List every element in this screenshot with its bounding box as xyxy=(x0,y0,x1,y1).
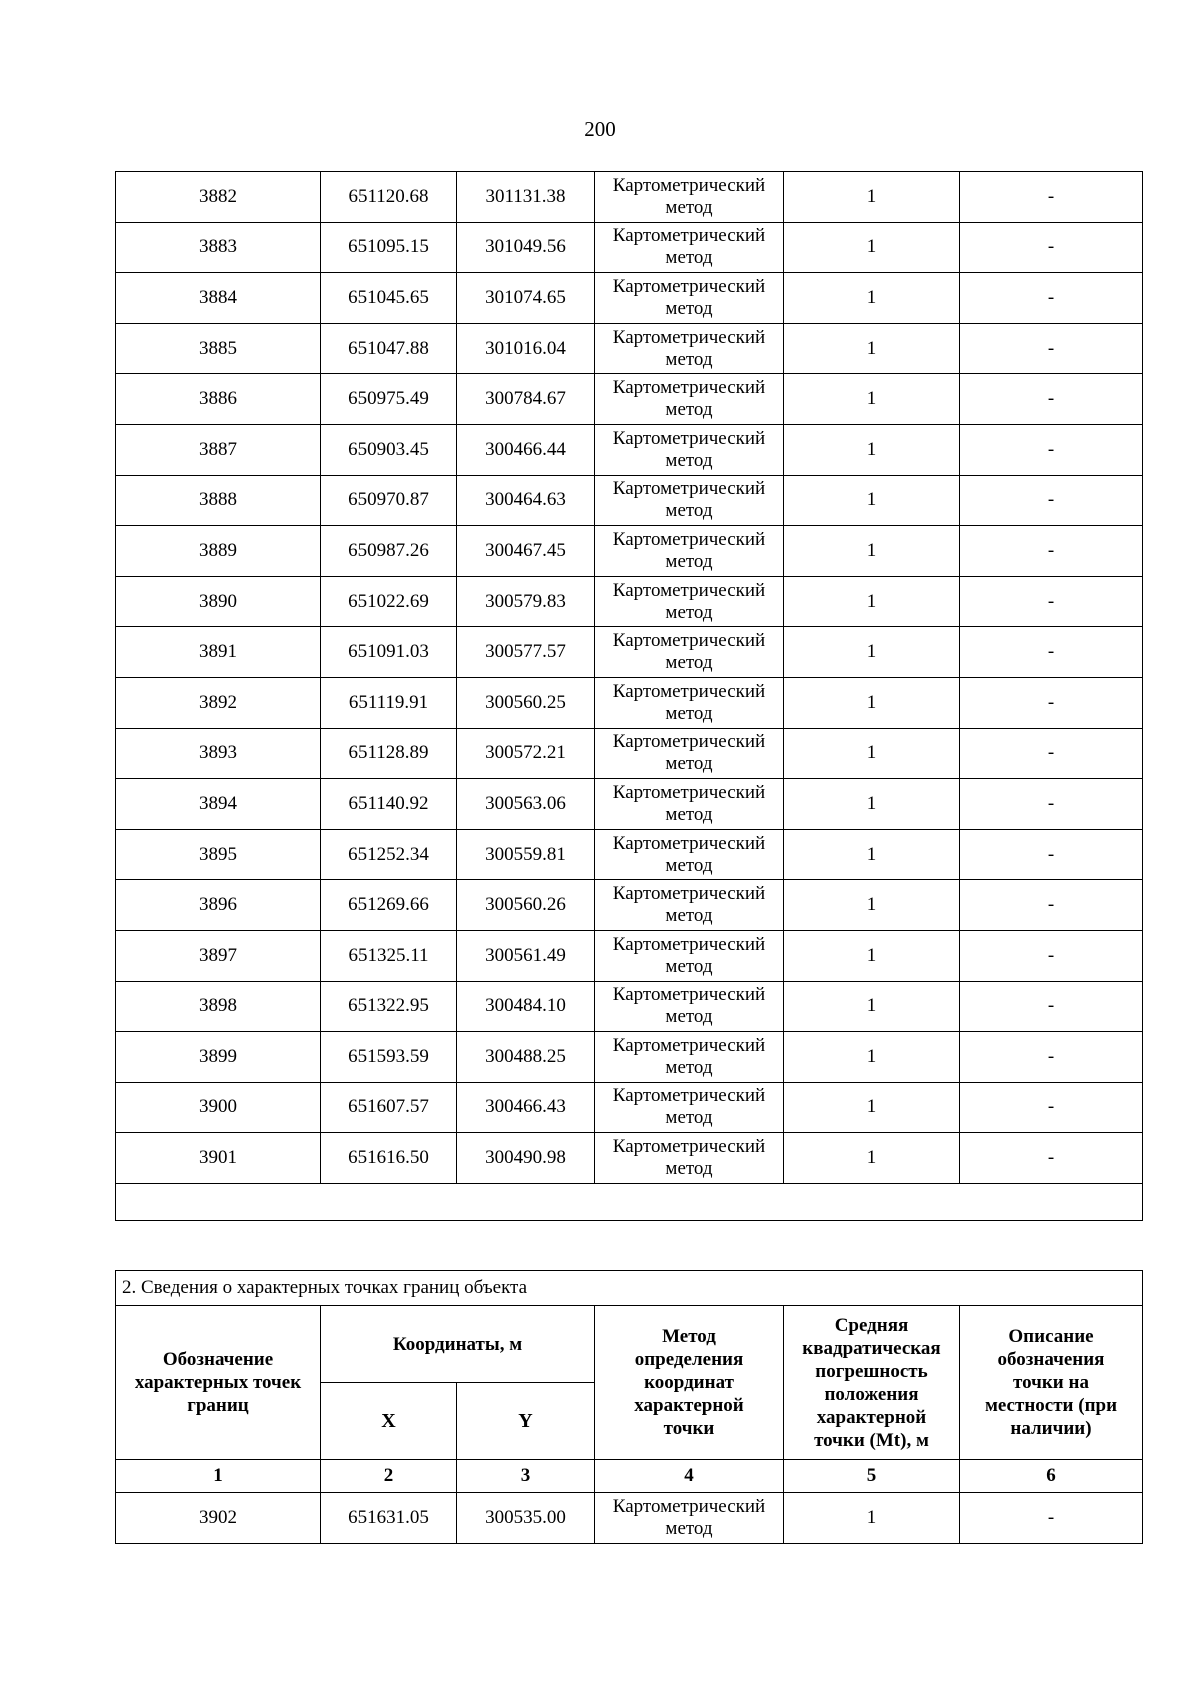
description: - xyxy=(960,1133,1143,1184)
method-line: Картометрический xyxy=(612,174,766,196)
method-line: Картометрический xyxy=(612,225,766,247)
table-row xyxy=(116,1032,1143,1083)
coord-x: 651120.68 xyxy=(321,172,457,223)
description: - xyxy=(960,627,1143,678)
mt-value: 1 xyxy=(784,475,960,526)
coord-x: 651022.69 xyxy=(321,576,457,627)
table-row xyxy=(116,526,1143,577)
mt-value: 1 xyxy=(784,222,960,273)
coord-x: 651095.15 xyxy=(321,222,457,273)
coord-y: 300466.44 xyxy=(457,424,595,475)
table-row xyxy=(116,627,1143,678)
description: - xyxy=(960,374,1143,425)
method-line: Картометрический xyxy=(612,1136,766,1158)
coord-x: 651252.34 xyxy=(321,829,457,880)
mt-value: 1 xyxy=(784,1032,960,1083)
method-line: Картометрический xyxy=(612,680,766,702)
coord-x: 651047.88 xyxy=(321,323,457,374)
method-cell xyxy=(595,981,784,1032)
header-method-line: Метод xyxy=(662,1326,716,1347)
method-line: метод xyxy=(665,297,713,319)
coord-y: 300784.67 xyxy=(457,374,595,425)
column-numbers-row xyxy=(116,1460,1143,1493)
description: - xyxy=(960,981,1143,1032)
header-desc-line: Описание xyxy=(1008,1326,1094,1347)
header-mt-line: положения xyxy=(824,1383,919,1405)
description: - xyxy=(960,1493,1143,1544)
description: - xyxy=(960,273,1143,324)
method-line: метод xyxy=(665,348,713,370)
mt-value: 1 xyxy=(784,526,960,577)
method-line: Картометрический xyxy=(612,984,766,1006)
coord-y: 300563.06 xyxy=(457,779,595,830)
mt-value: 1 xyxy=(784,424,960,475)
header-row xyxy=(116,1306,1143,1383)
coord-y: 301074.65 xyxy=(457,273,595,324)
header-method-line: определения xyxy=(634,1349,744,1370)
coord-y: 300559.81 xyxy=(457,829,595,880)
coord-y: 301049.56 xyxy=(457,222,595,273)
mt-value: 1 xyxy=(784,880,960,931)
point-id: 3889 xyxy=(116,526,321,577)
section-title: 2. Сведения о характерных точках границ объекта xyxy=(116,1271,1143,1306)
point-id: 3894 xyxy=(116,779,321,830)
method-cell xyxy=(595,779,784,830)
method-cell xyxy=(595,172,784,223)
method-line: метод xyxy=(665,500,713,522)
method-line: метод xyxy=(665,1158,713,1180)
table-row xyxy=(116,1082,1143,1133)
coord-y: 300561.49 xyxy=(457,930,595,981)
method-line: метод xyxy=(665,854,713,876)
mt-value: 1 xyxy=(784,1133,960,1184)
description: - xyxy=(960,424,1143,475)
method-line: метод xyxy=(665,652,713,674)
description: - xyxy=(960,222,1143,273)
method-line: Картометрический xyxy=(612,478,766,500)
method-cell xyxy=(595,829,784,880)
method-line: метод xyxy=(665,803,713,825)
coord-x: 651593.59 xyxy=(321,1032,457,1083)
header-method-line: характерной xyxy=(634,1395,744,1416)
column-number: 4 xyxy=(595,1460,784,1493)
coord-y: 300464.63 xyxy=(457,475,595,526)
method-line: Картометрический xyxy=(612,377,766,399)
table-row xyxy=(116,323,1143,374)
coord-y: 300490.98 xyxy=(457,1133,595,1184)
coord-y: 300560.25 xyxy=(457,677,595,728)
header-mt-line: характерной xyxy=(816,1406,927,1428)
method-cell xyxy=(595,1082,784,1133)
point-id: 3901 xyxy=(116,1133,321,1184)
mt-value: 1 xyxy=(784,728,960,779)
method-line: метод xyxy=(665,399,713,421)
point-id: 3885 xyxy=(116,323,321,374)
column-number: 3 xyxy=(457,1460,595,1493)
section-title-row xyxy=(116,1271,1143,1306)
coord-x: 650903.45 xyxy=(321,424,457,475)
column-number: 2 xyxy=(321,1460,457,1493)
method-cell xyxy=(595,424,784,475)
header-description xyxy=(960,1306,1143,1460)
mt-value: 1 xyxy=(784,677,960,728)
description: - xyxy=(960,526,1143,577)
table-row xyxy=(116,779,1143,830)
column-number: 6 xyxy=(960,1460,1143,1493)
empty-row xyxy=(116,1183,1143,1220)
mt-value: 1 xyxy=(784,930,960,981)
page-number: 200 xyxy=(584,117,616,141)
method-line: Картометрический xyxy=(612,883,766,905)
coord-y: 300484.10 xyxy=(457,981,595,1032)
point-id: 3883 xyxy=(116,222,321,273)
coord-y: 300560.26 xyxy=(457,880,595,931)
table-row xyxy=(116,829,1143,880)
method-line: метод xyxy=(665,449,713,471)
method-line: Картометрический xyxy=(612,1034,766,1056)
method-cell xyxy=(595,222,784,273)
table-row xyxy=(116,677,1143,728)
method-line: Картометрический xyxy=(612,326,766,348)
method-line: Картометрический xyxy=(612,1496,766,1517)
coord-y: 301131.38 xyxy=(457,172,595,223)
point-id: 3893 xyxy=(116,728,321,779)
header-point xyxy=(116,1306,321,1460)
mt-value: 1 xyxy=(784,374,960,425)
method-cell xyxy=(595,475,784,526)
point-id: 3897 xyxy=(116,930,321,981)
method-line: метод xyxy=(665,753,713,775)
coord-x: 651631.05 xyxy=(321,1493,457,1544)
description: - xyxy=(960,728,1143,779)
header-method-line: координат xyxy=(644,1372,734,1393)
mt-value: 1 xyxy=(784,981,960,1032)
coord-x: 650975.49 xyxy=(321,374,457,425)
method-line: метод xyxy=(665,905,713,927)
method-cell xyxy=(595,627,784,678)
method-cell xyxy=(595,526,784,577)
table-row xyxy=(116,172,1143,223)
method-line: метод xyxy=(665,1056,713,1078)
method-line: метод xyxy=(665,247,713,269)
method-line: метод xyxy=(665,550,713,572)
mt-value: 1 xyxy=(784,323,960,374)
description: - xyxy=(960,475,1143,526)
header-desc-line: наличии) xyxy=(1010,1418,1092,1439)
description: - xyxy=(960,323,1143,374)
table-row xyxy=(116,475,1143,526)
description: - xyxy=(960,172,1143,223)
table-row xyxy=(116,728,1143,779)
point-id: 3898 xyxy=(116,981,321,1032)
method-line: метод xyxy=(665,1518,713,1539)
coord-y: 300579.83 xyxy=(457,576,595,627)
table-row xyxy=(116,576,1143,627)
header-mt-line: погрешность xyxy=(815,1360,928,1382)
header-point-line: Обозначение xyxy=(162,1349,274,1370)
method-cell xyxy=(595,728,784,779)
point-id: 3895 xyxy=(116,829,321,880)
column-number: 1 xyxy=(116,1460,321,1493)
header-coordinates: Координаты, м xyxy=(321,1306,595,1383)
method-line: метод xyxy=(665,1006,713,1028)
points-table-section-2 xyxy=(115,1270,1143,1544)
header-desc-line: обозначения xyxy=(997,1349,1105,1370)
point-id: 3892 xyxy=(116,677,321,728)
method-line: Картометрический xyxy=(612,427,766,449)
header-desc-line: местности (при xyxy=(984,1395,1118,1416)
point-id: 3900 xyxy=(116,1082,321,1133)
method-cell xyxy=(595,374,784,425)
description: - xyxy=(960,677,1143,728)
method-cell xyxy=(595,930,784,981)
table-row xyxy=(116,273,1143,324)
points-table-continued xyxy=(115,171,1143,1221)
header-mt-line: квадратическая xyxy=(802,1337,941,1359)
coord-y: 300466.43 xyxy=(457,1082,595,1133)
method-cell xyxy=(595,1032,784,1083)
coord-y: 301016.04 xyxy=(457,323,595,374)
method-cell xyxy=(595,677,784,728)
table-row xyxy=(116,880,1143,931)
method-cell xyxy=(595,880,784,931)
method-line: Картометрический xyxy=(612,731,766,753)
point-id: 3882 xyxy=(116,172,321,223)
coord-x: 651128.89 xyxy=(321,728,457,779)
coord-x: 651091.03 xyxy=(321,627,457,678)
method-cell xyxy=(595,273,784,324)
method-line: метод xyxy=(665,196,713,218)
coord-x: 651269.66 xyxy=(321,880,457,931)
method-line: метод xyxy=(665,702,713,724)
description: - xyxy=(960,779,1143,830)
coord-x: 650970.87 xyxy=(321,475,457,526)
method-line: метод xyxy=(665,1107,713,1129)
mt-value: 1 xyxy=(784,1493,960,1544)
mt-value: 1 xyxy=(784,172,960,223)
method-line: метод xyxy=(665,955,713,977)
header-method-line: точки xyxy=(663,1418,715,1439)
table-row xyxy=(116,374,1143,425)
header-x: X xyxy=(321,1383,457,1460)
header-y: Y xyxy=(457,1383,595,1460)
table-row xyxy=(116,981,1143,1032)
coord-x: 651616.50 xyxy=(321,1133,457,1184)
method-cell xyxy=(595,1133,784,1184)
coord-x: 651325.11 xyxy=(321,930,457,981)
mt-value: 1 xyxy=(784,273,960,324)
coord-y: 300577.57 xyxy=(457,627,595,678)
header-point-line: границ xyxy=(187,1395,249,1416)
method-line: метод xyxy=(665,601,713,623)
description: - xyxy=(960,829,1143,880)
empty-cell xyxy=(116,1183,1143,1220)
header-mt-line: точки (Mt), м xyxy=(814,1429,929,1451)
mt-value: 1 xyxy=(784,779,960,830)
method-line: Картометрический xyxy=(612,630,766,652)
coord-x: 651140.92 xyxy=(321,779,457,830)
table-row xyxy=(116,1133,1143,1184)
coord-y: 300572.21 xyxy=(457,728,595,779)
point-id: 3902 xyxy=(116,1493,321,1544)
table-row xyxy=(116,930,1143,981)
table-row xyxy=(116,222,1143,273)
column-number: 5 xyxy=(784,1460,960,1493)
method-line: Картометрический xyxy=(612,832,766,854)
method-line: Картометрический xyxy=(612,275,766,297)
description: - xyxy=(960,576,1143,627)
header-point-line: характерных точек xyxy=(134,1372,302,1393)
point-id: 3886 xyxy=(116,374,321,425)
description: - xyxy=(960,1032,1143,1083)
point-id: 3891 xyxy=(116,627,321,678)
coord-x: 651119.91 xyxy=(321,677,457,728)
method-line: Картометрический xyxy=(612,933,766,955)
header-desc-line: точки на xyxy=(1013,1372,1089,1393)
table-row xyxy=(116,424,1143,475)
method-line: Картометрический xyxy=(612,528,766,550)
coord-y: 300467.45 xyxy=(457,526,595,577)
method-line: Картометрический xyxy=(612,781,766,803)
method-line: Картометрический xyxy=(612,579,766,601)
description: - xyxy=(960,930,1143,981)
point-id: 3899 xyxy=(116,1032,321,1083)
mt-value: 1 xyxy=(784,576,960,627)
mt-value: 1 xyxy=(784,829,960,880)
header-mt-line: Средняя xyxy=(834,1314,909,1336)
coord-y: 300535.00 xyxy=(457,1493,595,1544)
mt-value: 1 xyxy=(784,1082,960,1133)
coord-x: 650987.26 xyxy=(321,526,457,577)
method-line: Картометрический xyxy=(612,1085,766,1107)
method-cell xyxy=(595,323,784,374)
mt-value: 1 xyxy=(784,627,960,678)
header-mt xyxy=(784,1306,960,1460)
point-id: 3888 xyxy=(116,475,321,526)
description: - xyxy=(960,1082,1143,1133)
point-id: 3890 xyxy=(116,576,321,627)
point-id: 3896 xyxy=(116,880,321,931)
method-cell xyxy=(595,1493,784,1544)
coord-x: 651045.65 xyxy=(321,273,457,324)
table-row xyxy=(116,1493,1143,1544)
coord-y: 300488.25 xyxy=(457,1032,595,1083)
description: - xyxy=(960,880,1143,931)
header-method xyxy=(595,1306,784,1460)
point-id: 3887 xyxy=(116,424,321,475)
method-cell xyxy=(595,576,784,627)
point-id: 3884 xyxy=(116,273,321,324)
coord-x: 651607.57 xyxy=(321,1082,457,1133)
coord-x: 651322.95 xyxy=(321,981,457,1032)
